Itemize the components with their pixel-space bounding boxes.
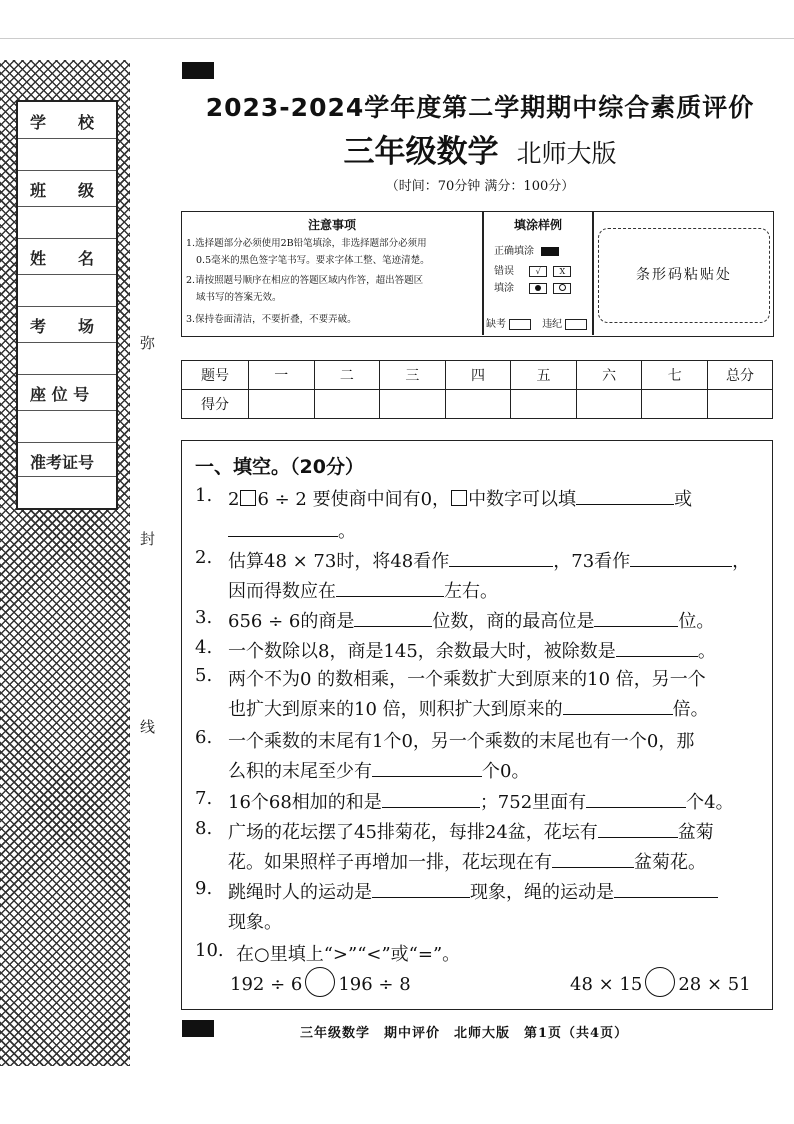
barcode-area: 条形码粘贴处 [598,228,770,323]
score-cell[interactable] [576,390,642,419]
violation-checkbox[interactable] [565,319,587,330]
absent-violation-boxes: 缺考 违纪 [486,315,587,330]
score-table-header-row [182,361,773,390]
question-10-instruction: 在○里填上“>”“<”或“=”。 [236,944,461,965]
answer-blank[interactable] [630,550,732,567]
score-cell[interactable] [314,390,380,419]
seal-char-xian: 线 [140,718,156,736]
answer-blank[interactable] [449,550,553,567]
comparison-1: 192 ÷ 6 196 ÷ 8 [230,967,411,997]
digit-box [240,490,256,506]
answer-blank[interactable] [614,881,718,898]
registration-mark-top [182,62,214,79]
question-3-line: 656 ÷ 6的商是 位数，商的最高位是 位。 [228,611,715,632]
question-2-line-1: 估算48 × 73时，将48看作 ，73看作 ， [228,551,751,572]
answer-blank[interactable] [354,610,432,627]
question-5-line-2: 也扩大到原来的10 倍，则积扩大到原来的 倍。 [228,699,709,720]
score-header-cell: 一 [249,361,315,390]
dot-mark-icon [529,283,547,294]
notice-item: 2.请按照题号顺序在相应的答题区域内作答，超出答题区 [186,275,424,286]
answer-blank[interactable] [372,760,482,777]
question-number: 7. [195,788,213,809]
score-cell[interactable] [249,390,315,419]
answer-blank[interactable] [552,851,634,868]
fill-example-title: 填涂样例 [513,218,562,232]
notice-item: 1.选择题部分必须使用2B铅笔填涂，非选择题部分必须用 [186,238,427,249]
score-header-cell: 题号 [182,361,249,390]
score-cell[interactable] [445,390,511,419]
question-number: 6. [195,727,213,748]
answer-blank[interactable] [336,580,444,597]
score-cell[interactable] [708,390,773,419]
top-divider [0,38,794,39]
answer-blank[interactable] [228,520,338,537]
notice-item: 域书写的答案无效。 [196,292,282,303]
question-number: 2. [195,547,213,568]
score-table-score-row [182,390,773,419]
circle-mark-icon [553,283,571,294]
comparison-2: 48 × 15 28 × 51 [570,967,751,997]
filled-rect-icon [541,247,559,256]
answer-blank[interactable] [586,791,686,808]
edition: 北师大版 [516,139,617,168]
answer-blank[interactable] [616,640,698,657]
wrong-fill-example-2: 填涂 [494,279,571,294]
student-info-box: 学 校 班 级 姓 名 考 场 座 位 号 准考证号 [16,100,118,510]
question-number: 8. [195,818,213,839]
answer-blank[interactable] [576,488,674,505]
score-header-cell: 总分 [708,361,773,390]
wrong-fill-example: 错误 √ X [494,262,571,277]
notice-item: 0.5毫米的黑色签字笔书写。要求字体工整、笔迹清楚。 [196,255,430,266]
question-number: 3. [195,607,213,628]
question-7-line: 16个68相加的和是 ；752里面有 个4。 [228,792,734,813]
score-cell[interactable] [380,390,446,419]
compare-circle[interactable] [305,967,335,997]
answer-blank[interactable] [563,698,673,715]
score-header-cell: 七 [642,361,708,390]
score-table [181,360,773,419]
score-header-cell: 三 [380,361,446,390]
absent-checkbox[interactable] [509,319,531,330]
correct-fill-example: 正确填涂 [494,242,559,257]
question-number: 9. [195,878,213,899]
question-6-line-1: 一个乘数的末尾有1个0，另一个乘数的末尾也有一个0，那 [228,731,695,752]
registration-mark-bottom [182,1020,214,1037]
question-6-line-2: 么积的末尾至少有 个0。 [228,761,530,782]
time-info: （时间：70分钟 满分：100分） [385,179,575,194]
page-footer: 三年级数学 期中评价 北师大版 第1页（共4页） [300,1026,629,1041]
score-row-label: 得分 [182,390,249,419]
answer-blank[interactable] [598,821,678,838]
subject-title [180,126,780,171]
question-number: 4. [195,637,213,658]
question-5-line-1: 两个不为0 的数相乘，一个乘数扩大到原来的10 倍，另一个 [228,669,706,690]
score-header-cell: 五 [511,361,577,390]
score-cell[interactable] [642,390,708,419]
question-9-line-2: 现象。 [228,912,282,933]
cross-mark-icon: X [553,266,571,277]
question-number: 1. [195,485,213,506]
check-mark-icon: √ [529,266,547,277]
notice-item: 3.保持卷面清洁，不要折叠，不要弄破。 [186,314,357,325]
compare-circle[interactable] [645,967,675,997]
seal-char-mi: 弥 [140,334,156,352]
question-4-line: 一个数除以8，商是145，余数最大时，被除数是 。 [228,641,716,662]
score-header-cell: 六 [576,361,642,390]
score-header-cell: 四 [445,361,511,390]
answer-blank[interactable] [594,610,678,627]
question-9-line-1: 跳绳时人的运动是 现象，绳的运动是 [228,878,718,904]
question-8-line-1: 广场的花坛摆了45排菊花，每排24盆，花坛有 盆菊 [228,822,714,843]
subject-main: 三年级数学 [343,134,499,170]
question-8-line-2: 花。如果照样子再增加一排，花坛现在有 盆菊花。 [228,852,706,873]
question-1-line-1: 2 6 ÷ 2 要使商中间有0， 中数字可以填 或 [228,489,693,510]
digit-box [451,490,467,506]
score-header-cell: 二 [314,361,380,390]
notice-box [181,211,774,337]
section-title: 一、填空。（20分） [195,456,364,478]
question-2-line-2: 因而得数应在 左右。 [228,581,498,602]
question-1-line-2: 。 [228,517,356,543]
answer-blank[interactable] [372,881,470,898]
exam-title: 2023-2024学年度第二学期期中综合素质评价 [205,93,755,122]
notice-title: 注意事项 [307,218,356,232]
score-cell[interactable] [511,390,577,419]
seal-char-feng: 封 [140,530,156,548]
question-number: 10. [195,940,224,961]
answer-blank[interactable] [382,791,480,808]
question-number: 5. [195,665,213,686]
